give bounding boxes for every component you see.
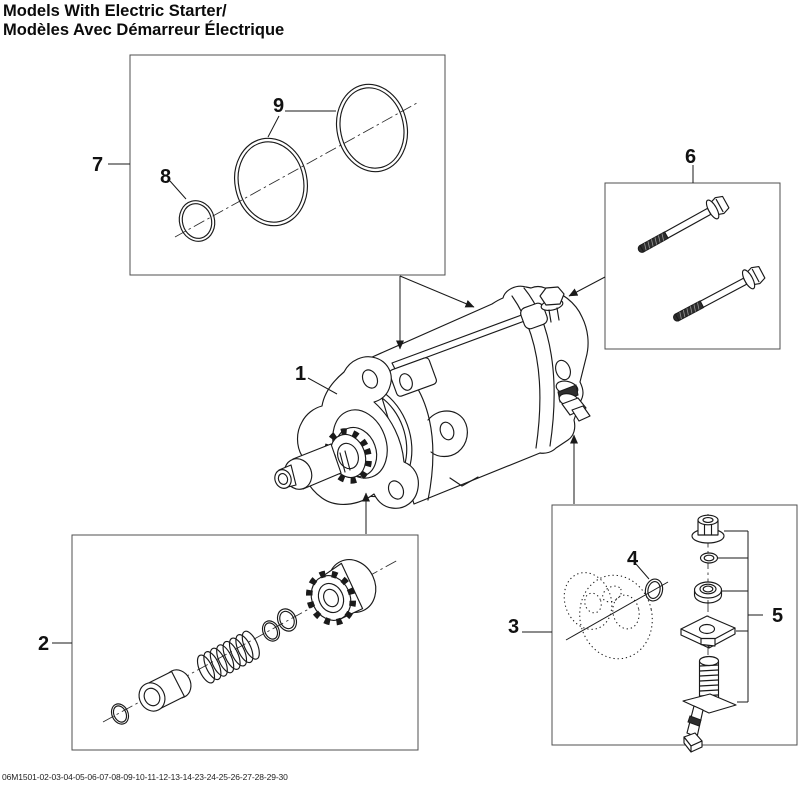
- oring-kit-group: [170, 78, 417, 246]
- mount-hardware-box: [552, 505, 797, 745]
- starter-bolts-group: [634, 193, 767, 328]
- title-line-fr: Modèles Avec Démarreur Électrique: [3, 21, 285, 39]
- arrow-orings-to-motor-body: [400, 276, 474, 307]
- thrust-washer: [259, 618, 282, 644]
- callout-9-large-orings: 9: [273, 95, 285, 117]
- phantom-gear-axis: [566, 582, 668, 640]
- retainer-ring: [274, 606, 300, 634]
- square-plate: [681, 616, 735, 648]
- starter-motor-illustration: [272, 286, 590, 509]
- flange-nut: [692, 515, 724, 543]
- callout-1-starter-motor: 1: [295, 363, 307, 385]
- callout-8-small-oring: 8: [160, 166, 172, 188]
- drive-spring: [194, 629, 263, 685]
- arrow-bolts-to-terminal: [569, 277, 605, 296]
- bolt-kit-box: [605, 183, 780, 349]
- pinion-gear: [301, 552, 384, 630]
- snap-ring: [108, 701, 131, 727]
- model-code-line: 06M1501-02-03-04-05-06-07-08-09-10-11-12-13-14-23-24-25-26-27-28-29-30: [2, 772, 288, 782]
- cup-washer: [695, 582, 722, 603]
- small-oring-8: [175, 197, 219, 246]
- callout-4-oring: 4: [627, 548, 639, 570]
- callout-8-leader: [170, 181, 186, 199]
- starter-drive-kit-group: [103, 552, 398, 727]
- callout-5-hardware-set: 5: [772, 605, 784, 627]
- drive-bushing: [134, 665, 195, 715]
- lock-washer: [701, 553, 718, 563]
- callout-5-bracket: [717, 531, 763, 702]
- callout-6-bolts: 6: [685, 146, 697, 168]
- starter-bolt-lower: [669, 263, 767, 328]
- oring-kit-box: [130, 55, 445, 275]
- callout-3-mount-kit: 3: [508, 616, 520, 638]
- callout-2-drive-kit: 2: [38, 633, 50, 655]
- title-line-en: Models With Electric Starter/: [3, 2, 227, 20]
- terminal-stud-bolt: [683, 657, 736, 753]
- large-oring-9a: [227, 131, 316, 232]
- starter-bolt-upper: [634, 193, 731, 260]
- mount-hardware-group: [556, 514, 763, 752]
- callout-7-oring-kit: 7: [92, 154, 104, 176]
